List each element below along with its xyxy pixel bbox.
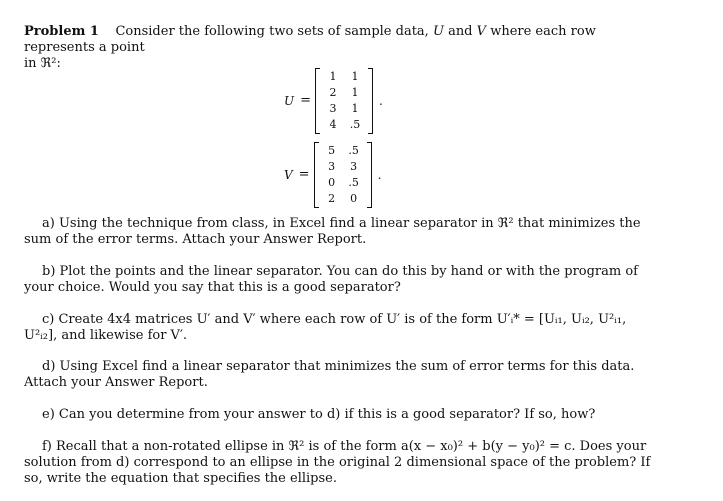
matrix-u-label: U (284, 94, 295, 108)
matrix-row (322, 69, 366, 85)
matrix-row (321, 159, 365, 175)
matrix-cell: 0 (350, 192, 358, 205)
matrix-cell: .5 (348, 144, 359, 157)
intro-text: Consider the following two sets of sample data, (115, 24, 429, 39)
matrix-cell: 3 (329, 102, 337, 115)
matrix-cell: 1 (351, 102, 359, 115)
matrix-row (322, 85, 366, 101)
var-u: U (432, 24, 444, 39)
matrix-row (322, 117, 366, 133)
matrix-cell: 0 (328, 176, 336, 189)
var-v: V (476, 24, 487, 39)
matrix-cell: .5 (348, 176, 359, 189)
question-b: b) Plot the points and the linear separator. You can do this by hand or with the program of your choice. Would you say that this is a good separator? (24, 264, 638, 295)
and-word: and (448, 24, 473, 39)
matrix-v-equation (284, 142, 381, 208)
matrix-cell: 2 (329, 86, 337, 99)
question-c: c) Create 4x4 matrices U′ and V′ where each row of U′ is of the form U′ᵢ* = [Uᵢ₁, Uᵢ₂, U²ᵢ₁, U²ᵢ₂], and likewise for V′. (24, 312, 627, 343)
matrix-cell: 3 (328, 160, 336, 173)
matrix-cell: .5 (349, 118, 361, 131)
matrix-cell: 1 (351, 86, 359, 99)
matrix-v (314, 142, 372, 208)
intro-rest: where each row represents a point (24, 24, 596, 55)
intro-line2: in ℜ²: (24, 56, 61, 71)
matrix-row (321, 143, 365, 159)
period: . (377, 168, 382, 182)
question-e: e) Can you determine from your answer to d) if this is a good separator? If so, how? (42, 407, 596, 422)
matrix-v-label: V (284, 168, 293, 182)
matrix-v-table (321, 143, 365, 207)
equals-sign: = (298, 167, 310, 182)
matrix-cell: 1 (329, 70, 337, 83)
matrix-cell: 4 (329, 118, 337, 131)
matrix-cell: 5 (328, 144, 336, 157)
question-d: d) Using Excel find a linear separator that minimizes the sum of error terms for this data. Attach your Answer Report. (24, 359, 635, 390)
period: . (379, 94, 383, 108)
matrix-cell: 2 (328, 192, 336, 205)
matrix-u (315, 68, 373, 134)
problem-header (24, 24, 656, 72)
question-a: a) Using the technique from class, in Excel find a linear separator in ℜ² that minimizes the sum of the error terms. Attach your Answer Report. (24, 216, 641, 247)
matrix-row (321, 175, 365, 191)
matrix-row (322, 101, 366, 117)
matrix-u-equation (284, 68, 383, 134)
matrix-cell: 1 (351, 70, 359, 83)
problem-label: Problem 1 (24, 24, 99, 39)
matrix-cell: 3 (350, 160, 358, 173)
matrix-u-table (322, 69, 366, 133)
question-f: f) Recall that a non-rotated ellipse in ℜ² is of the form a(x − x₀)² + b(y − y₀)² = c. Does your solution from d) correspond to an ellipse in the original 2 dimensional space of the problem? If so, write the equation that specifies the ellipse. (24, 439, 651, 486)
equals-sign: = (300, 93, 312, 108)
matrix-row (321, 191, 365, 207)
